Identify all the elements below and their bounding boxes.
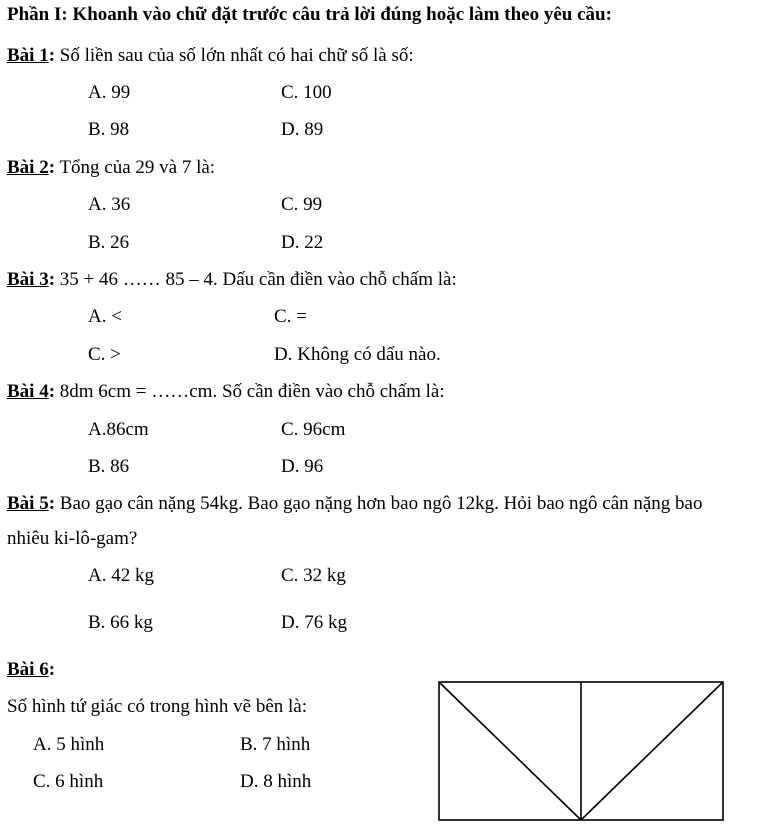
question-6-colon: : — [48, 659, 56, 680]
q5-option-a[interactable]: A. 42 kg — [88, 565, 154, 586]
q1-option-c[interactable]: C. 100 — [281, 82, 332, 103]
question-2-text: Tổng của 29 và 7 là: — [55, 157, 216, 178]
question-1-text: Số liền sau của số lớn nhất có hai chữ số là số: — [55, 45, 414, 66]
question-2 — [7, 157, 215, 179]
q3-option-d[interactable]: D. Không có dấu nào. — [274, 344, 441, 365]
question-4-text: 8dm 6cm = ……cm. Số cần điền vào chỗ chấm là: — [55, 381, 445, 402]
question-1 — [7, 45, 414, 67]
question-6-label: Bài 6 — [7, 659, 49, 680]
question-5-colon: : — [48, 493, 56, 514]
q1-option-b[interactable]: B. 98 — [88, 119, 130, 140]
q6-option-c[interactable]: C. 6 hình — [33, 771, 104, 792]
question-3-colon: : — [48, 269, 56, 290]
q3-option-c2[interactable]: C. > — [88, 344, 121, 365]
q2-option-d[interactable]: D. 22 — [281, 232, 324, 253]
q5-option-c[interactable]: C. 32 kg — [281, 565, 346, 586]
question-5-label: Bài 5 — [7, 493, 49, 514]
figure-right-diagonal — [581, 682, 723, 820]
question-3-text: 35 + 46 …… 85 – 4. Dấu cần điền vào chỗ chấm là: — [55, 269, 457, 290]
figure-left-diagonal — [439, 682, 581, 820]
question-1-label: Bài 1 — [7, 45, 49, 66]
question-1-colon: : — [48, 45, 56, 66]
q4-option-a[interactable]: A.86cm — [88, 419, 149, 440]
question-6 — [7, 659, 55, 681]
question-5 — [7, 493, 703, 515]
q6-option-d[interactable]: D. 8 hình — [240, 771, 312, 792]
q1-option-d[interactable]: D. 89 — [281, 119, 324, 140]
question-2-colon: : — [48, 157, 56, 178]
section-heading: Phần I: Khoanh vào chữ đặt trước câu trả lời đúng hoặc làm theo yêu cầu: — [7, 4, 612, 25]
question-6-text: Số hình tứ giác có trong hình vẽ bên là: — [7, 696, 307, 717]
q2-option-a[interactable]: A. 36 — [88, 194, 131, 215]
q4-option-c[interactable]: C. 96cm — [281, 419, 346, 440]
q2-option-c[interactable]: C. 99 — [281, 194, 323, 215]
question-5-text-cont: nhiêu ki-lô-gam? — [7, 528, 138, 549]
question-5-text: Bao gạo cân nặng 54kg. Bao gạo nặng hơn bao ngô 12kg. Hỏi bao ngô cân nặng bao — [55, 493, 703, 514]
question-4-label: Bài 4 — [7, 381, 49, 402]
q6-option-b[interactable]: B. 7 hình — [240, 734, 311, 755]
q3-option-a[interactable]: A. < — [88, 306, 122, 327]
question-4 — [7, 381, 445, 403]
q6-option-a[interactable]: A. 5 hình — [33, 734, 105, 755]
q2-option-b[interactable]: B. 26 — [88, 232, 130, 253]
question-3-label: Bài 3 — [7, 269, 49, 290]
question-2-label: Bài 2 — [7, 157, 49, 178]
q3-option-c[interactable]: C. = — [274, 306, 307, 327]
q1-option-a[interactable]: A. 99 — [88, 82, 131, 103]
q5-option-b[interactable]: B. 66 kg — [88, 612, 153, 633]
question-4-colon: : — [48, 381, 56, 402]
q4-option-d[interactable]: D. 96 — [281, 456, 324, 477]
quadrilateral-figure — [437, 680, 727, 823]
q4-option-b[interactable]: B. 86 — [88, 456, 130, 477]
question-3 — [7, 269, 457, 291]
q5-option-d[interactable]: D. 76 kg — [281, 612, 347, 633]
